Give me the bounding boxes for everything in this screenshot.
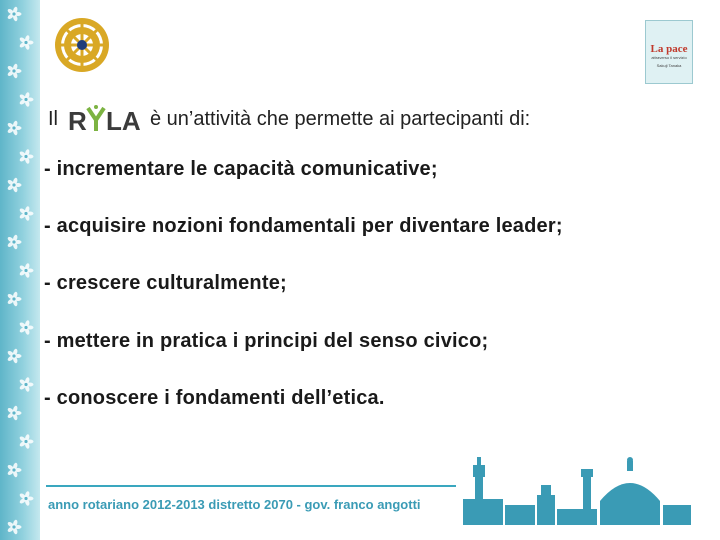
- list-item: - acquisire nozioni fondamentali per diventare leader;: [44, 215, 563, 237]
- theme-logo-name: Sakuji Tanaka: [656, 63, 682, 68]
- flower-icon: [19, 320, 34, 336]
- flower-icon: [19, 491, 34, 507]
- intro-text: è un’attività che permette ai partecipanti di:: [150, 107, 531, 130]
- flower-icon: [7, 405, 22, 421]
- flower-icon: [7, 120, 22, 136]
- flower-icon: [7, 234, 22, 250]
- flower-icon: [19, 434, 34, 450]
- list-item: - incrementare le capacità comunicative;: [44, 158, 438, 180]
- florence-skyline-illustration: [455, 455, 695, 525]
- decorative-sidebar: [0, 0, 40, 540]
- intro-prefix: Il: [48, 107, 58, 130]
- flower-icon: [7, 6, 22, 22]
- rotary-logo: [53, 16, 111, 74]
- theme-logo: [645, 20, 693, 84]
- flower-pattern: [0, 0, 40, 540]
- flower-icon: [7, 177, 22, 193]
- flower-icon: [7, 462, 22, 478]
- list-item: - conoscere i fondamenti dell’etica.: [44, 387, 385, 409]
- flower-icon: [19, 149, 34, 165]
- flower-icon: [19, 377, 34, 393]
- svg-text:LA: LA: [106, 106, 141, 134]
- flower-icon: [7, 348, 22, 364]
- flower-icon: [7, 63, 22, 79]
- flower-icon: [19, 92, 34, 108]
- flower-icon: [7, 291, 22, 307]
- flower-icon: [19, 263, 34, 279]
- intro-line: [48, 104, 530, 134]
- footer-text: anno rotariano 2012-2013 distretto 2070 - gov. franco angotti: [48, 497, 421, 512]
- flower-icon: [19, 35, 34, 51]
- footer-divider: [46, 485, 456, 487]
- svg-text:R: R: [68, 106, 87, 134]
- list-item: - mettere in pratica i principi del senso civico;: [44, 330, 489, 352]
- theme-logo-title: La pace: [650, 43, 688, 55]
- flower-icon: [7, 519, 22, 535]
- list-item: - crescere culturalmente;: [44, 272, 287, 294]
- flower-icon: [19, 206, 34, 222]
- theme-logo-subtitle: attraverso il servizio: [651, 55, 687, 60]
- ryla-logo: [66, 104, 146, 134]
